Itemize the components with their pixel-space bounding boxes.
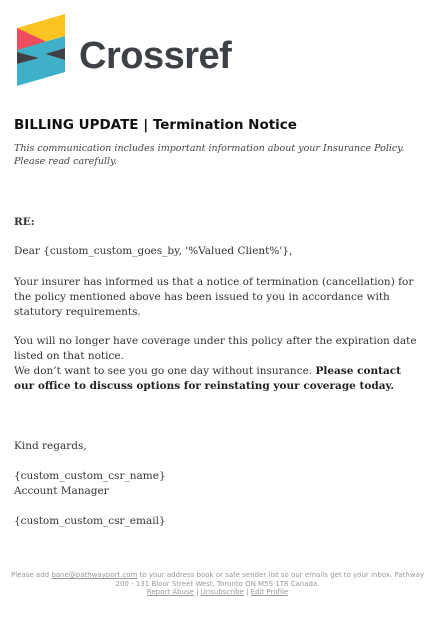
- csr-title: Account Manager: [14, 485, 109, 497]
- crossref-logo: [17, 14, 232, 86]
- signature-block: [14, 469, 422, 499]
- termination-paragraph: Your insurer has informed us that a notice of termination (cancellation) for the policy mentioned above has been issued to you in accordance with statutory requirements.: [14, 276, 414, 318]
- crossref-logo-wordmark: Crossref: [79, 35, 232, 77]
- footer-text-before: Please add: [10, 571, 52, 579]
- greeting: Dear {custom_custom_goes_by, '%Valued Client%'},: [14, 245, 293, 257]
- unsubscribe-link[interactable]: Unsubscribe: [200, 588, 244, 596]
- intro-text: This communication includes important information about your Insurance Policy. Please read carefully.: [14, 143, 405, 167]
- closing: Kind regards,: [14, 440, 87, 452]
- csr-email: {custom_custom_csr_email}: [14, 515, 166, 527]
- coverage-text-line1: You will no longer have coverage under this policy after the expiration date listed on that notice.: [14, 335, 417, 362]
- crossref-logo-mark: [17, 14, 69, 86]
- email-footer: [4, 571, 431, 597]
- coverage-paragraph: [14, 334, 422, 394]
- footer-separator: |: [246, 588, 249, 596]
- call-to-action: Please contact our office to discuss options for reinstating your coverage today.: [14, 365, 402, 392]
- footer-text-after: to your address book or safe sender list so our emails get to your inbox. Pathway 200 - 131 Bloor Street West, Toronto ON M5S 1T8 Canada.: [115, 571, 425, 588]
- coverage-text-line2: We don’t want to see you go one day without insurance.: [14, 365, 313, 377]
- edit-profile-link[interactable]: Edit Profile: [250, 588, 289, 596]
- footer-separator: |: [196, 588, 199, 596]
- report-abuse-link[interactable]: Report Abuse: [146, 588, 194, 596]
- sender-email-link[interactable]: bane@pathwayport.com: [51, 571, 138, 579]
- re-label: RE:: [14, 216, 35, 228]
- csr-name: {custom_custom_csr_name}: [14, 470, 166, 482]
- email-title: BILLING UPDATE | Termination Notice: [14, 117, 297, 133]
